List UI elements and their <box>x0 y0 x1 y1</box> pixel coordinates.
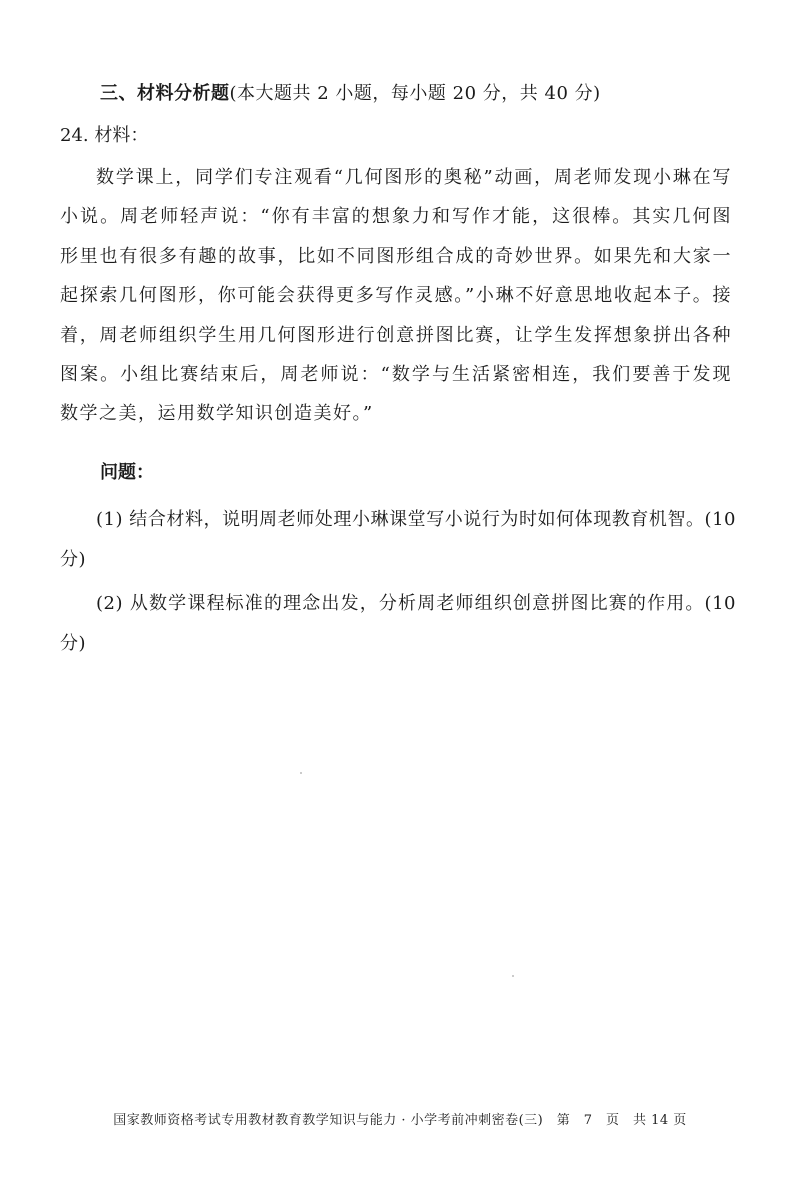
scan-speck <box>512 975 514 977</box>
question-item-2: (2) 从数学课程标准的理念出发，分析周老师组织创意拼图比赛的作用。(10 分) <box>60 593 736 654</box>
section-heading <box>100 80 601 108</box>
question-item-1: (1) 结合材料，说明周老师处理小琳课堂写小说行为时如何体现教育机智。(10 分) <box>60 509 736 570</box>
scan-speck <box>300 772 302 774</box>
question-number: 24. 材料： <box>60 125 149 146</box>
material-paragraph: 数学课上，同学们专注观看“几何图形的奥秘”动画，周老师发现小琳在写小说。周老师轻声说：“你有丰富的想象力和写作才能，这很棒。其实几何图形里也有很多有趣的故事，比如不同图形组合成的奇妙世界。如果先和大家一起探索几何图形，你可能会获得更多写作灵感。”小琳不好意思地收起本子。接着，周老师组织学生用几何图形进行创意拼图比赛，让学生发挥想象拼出各种图案。小组比赛结束后，周老师说：“数学与生活紧密相连，我们要善于发现数学之美，运用数学知识创造美好。” <box>60 167 732 425</box>
section-title: 三、材料分析题 <box>100 83 230 104</box>
section-scoring-note: (本大题共 2 小题，每小题 20 分，共 40 分) <box>229 83 601 104</box>
page-footer: 国家教师资格考试专用教材教育教学知识与能力 · 小学考前冲刺密卷(三) 第 7 页 共 14 页 <box>113 1113 687 1128</box>
questions-label: 问题： <box>100 462 154 483</box>
